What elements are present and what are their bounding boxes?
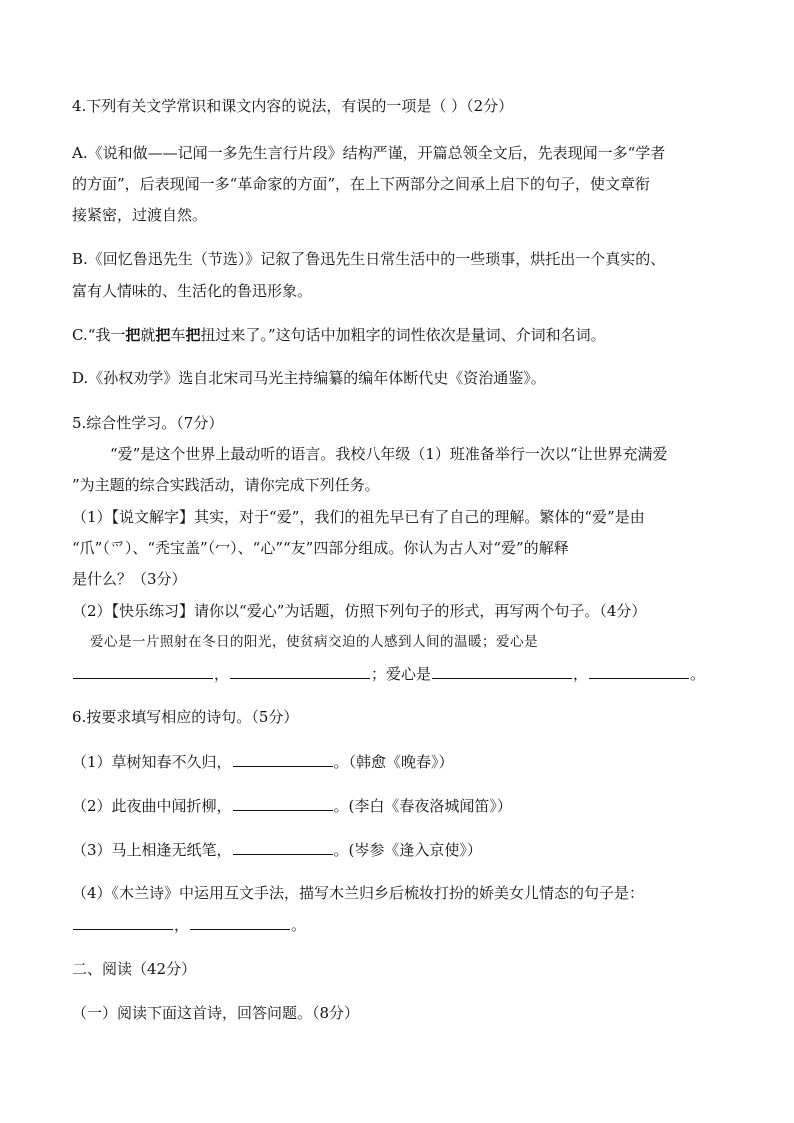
poem-source: 。(岑参《逢入京使》） (333, 841, 482, 859)
separator: ， (174, 916, 190, 934)
q6-poem-1 (72, 751, 732, 772)
q5-task2-answer-line (72, 663, 732, 684)
poem-prompt: （3）马上相逢无纸笔， (72, 841, 232, 859)
q4-option-d: D.《孙权劝学》选自北宋司马光主持编纂的编年体断代史《资治通鉴》。 (72, 369, 546, 387)
answer-blank[interactable] (73, 914, 173, 930)
poem-source: 。(李白《春夜洛城闻笛》） (333, 797, 512, 815)
q4-c-post: 扭过来了。”这句话中加粗字的词性依次是量词、介词和名词。 (200, 326, 606, 344)
q4-c-bold-word-3: 把 (185, 326, 201, 344)
q4-c-bold-word-1: 把 (125, 326, 141, 344)
q5-intro-line1: “爱”是这个世界上最动听的语言。我校八年级（1）班准备举行一次以“让世界充满爱 (110, 445, 668, 463)
q4-option-b-line1: B.《回忆鲁迅先生（节选）》记叙了鲁迅先生日常生活中的一些琐事，烘托出一个真实的、 (72, 250, 666, 268)
q4-c-mid-1: 就 (140, 326, 156, 344)
q4-c-pre: C.“我一 (72, 326, 126, 344)
separator: 。 (291, 916, 307, 934)
answer-blank[interactable] (73, 663, 213, 679)
poem-source: 。（韩愈《晚春》） (333, 753, 454, 771)
q4-c-mid-2: 车 (170, 326, 186, 344)
answer-blank[interactable] (230, 663, 370, 679)
q5-task1-line1: （1）【说文解字】其实，对于“爱”，我们的祖先早已有了自己的理解。繁体的“爱”是由 (72, 508, 645, 526)
answer-blank[interactable] (432, 663, 572, 679)
section-2-sub-1: （一）阅读下面这首诗，回答问题。（8分） (72, 1004, 360, 1022)
q4-stem: 4.下列有关文学常识和课文内容的说法，有误的一项是（ ）（2分） (72, 97, 514, 115)
answer-blank[interactable] (233, 795, 333, 811)
answer-blank[interactable] (190, 914, 290, 930)
answer-blank[interactable] (233, 751, 333, 767)
q5-task1-line3: 是什么？（3分） (72, 570, 187, 588)
q5-task2-example: 爱心是一片照射在冬日的阳光，使贫病交迫的人感到人间的温暖；爱心是 (90, 634, 538, 650)
q6-poem-4-answer-line (72, 914, 732, 935)
answer-blank[interactable] (233, 839, 333, 855)
q4-option-a-line2: 的方面”，后表现闻一多“革命家的方面”，在上下两部分之间承上启下的句子，使文章衔 (72, 175, 651, 193)
q4-option-a-line3: 接紧密，过渡自然。 (72, 206, 208, 224)
separator: ；爱心是 (371, 665, 432, 683)
answer-blank[interactable] (589, 663, 689, 679)
q4-option-b-line2: 富有人情味的、生活化的鲁迅形象。 (72, 282, 313, 300)
section-2-title: 二、阅读（42分） (72, 960, 197, 978)
q6-poem-4-line1: （4）《木兰诗》中运用互文手法，描写木兰归乡后梳妆打扮的娇美女儿情态的句子是： (72, 884, 645, 902)
q5-stem: 5.综合性学习。（7分） (72, 414, 224, 432)
q6-stem: 6.按要求填写相应的诗句。（5分） (72, 708, 299, 726)
separator: ， (573, 665, 589, 683)
q4-c-bold-word-2: 把 (155, 326, 171, 344)
q5-task2-line1: （2）【快乐练习】请你以“爱心”为话题，仿照下列句子的形式，再写两个句子。（4分） (72, 602, 647, 620)
q4-option-c (72, 325, 732, 345)
q6-poem-3 (72, 839, 732, 860)
q6-poem-2 (72, 795, 732, 816)
separator: 。 (690, 665, 706, 683)
q5-task1-line2: “爪”（爫）、“秃宝盖”（冖）、“心”“友”四部分组成。你认为古人对“爱”的解释 (72, 539, 569, 557)
separator: ， (214, 665, 230, 683)
poem-prompt: （2）此夜曲中闻折柳， (72, 797, 232, 815)
q4-option-a-line1: A.《说和做——记闻一多先生言行片段》结构严谨，开篇总领全文后，先表现闻一多“学者 (72, 144, 666, 162)
q5-intro-line2: ”为主题的综合实践活动，请你完成下列任务。 (72, 476, 380, 494)
poem-prompt: （1）草树知春不久归， (72, 753, 232, 771)
